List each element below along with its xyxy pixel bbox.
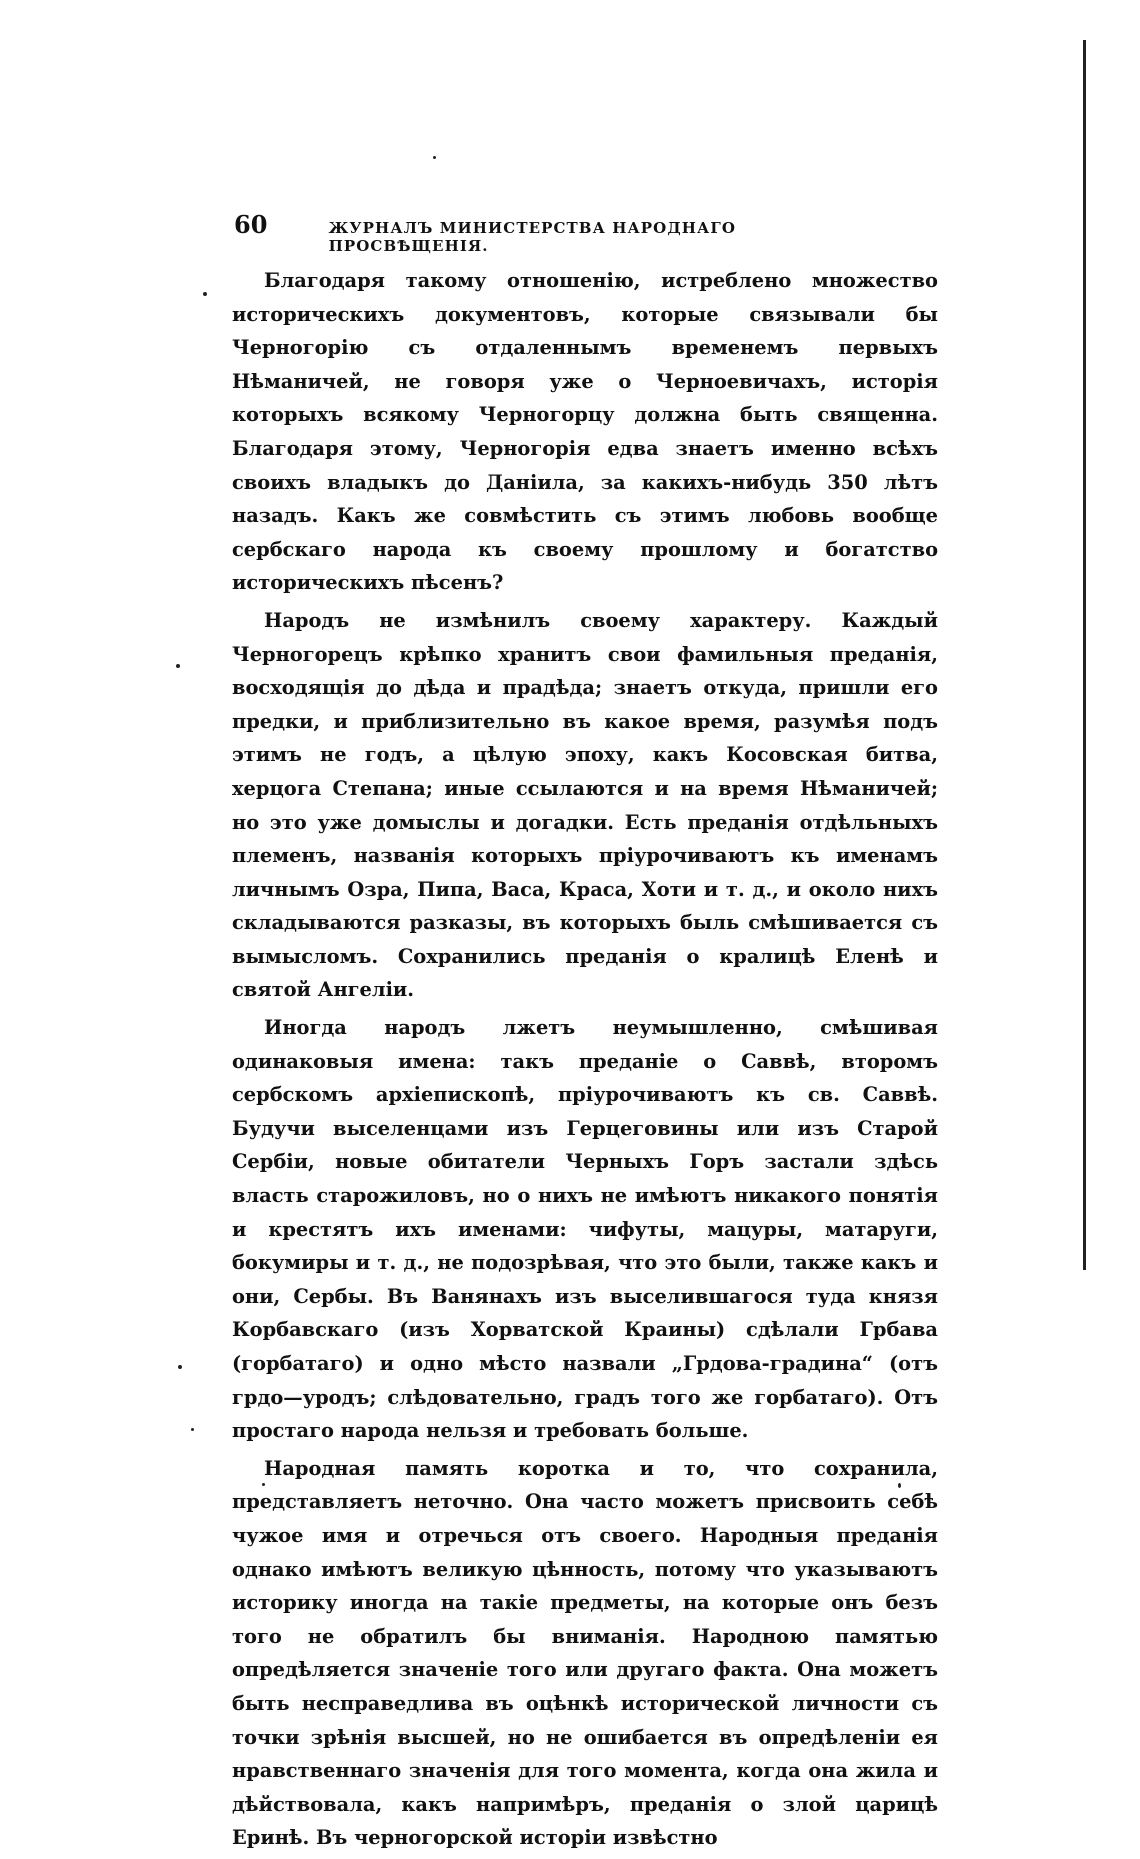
page-header — [234, 210, 894, 255]
body-text — [232, 264, 938, 1859]
paragraph: Народъ не измѣнилъ своему характеру. Каждый Черногорецъ крѣпко хранитъ свои фамильныя преданія, восходящія до дѣда и прадѣда; знаетъ откуда, пришли его предки, и приблизительно въ какое время, разумѣя подъ этимъ не годъ, а цѣлую эпоху, какъ Косовская битва, херцога Степана; иные ссылаются и на время Нѣманичей; но это уже домыслы и догадки. Есть преданія отдѣльныхъ племенъ, названія которыхъ пріурочиваютъ къ именамъ личнымъ Озра, Пипа, Васа, Краса, Хоти и т. д., и около нихъ складываются разказы, въ которыхъ быль смѣшивается съ вымысломъ. Сохранились преданія о кралицѣ Еленѣ и святой Ангеліи. — [232, 608, 938, 1002]
print-speck — [203, 292, 207, 296]
page-edge-line — [1083, 40, 1086, 1270]
paragraph: Иногда народъ лжетъ неумышленно, смѣшивая одинаковыя имена: такъ преданіе о Саввѣ, второмъ сербскомъ архіепископѣ, пріурочиваютъ къ св. Саввѣ. Будучи выселенцами изъ Герцеговины или изъ Старой Сербіи, новые обитатели Черныхъ Горъ застали здѣсь власть старожиловъ, но о нихъ не имѣютъ никакого понятія и крестятъ ихъ именами: чифуты, мацуры, матаруги, бокумиры и т. д., не подозрѣвая, что это были, также какъ и они, Сербы. Въ Ванянахъ изъ выселившагося туда князя Корбавскаго (изъ Хорватской Краины) сдѣлали Грбава (горбатаго) и одно мѣсто назвали „Грдова-градина“ (отъ грдо—уродъ; слѣдовательно, градъ того же горбатаго). Отъ простаго народа нельзя и требовать больше. — [232, 1016, 938, 1443]
print-speck — [433, 156, 436, 159]
page-number: 60 — [234, 210, 268, 239]
paragraph: Благодаря такому отношенію, истреблено множество историческихъ документовъ, которые связывали бы Черногорію съ отдаленнымъ временемъ первыхъ Нѣманичей, не говоря уже о Черноевичахъ, исторія которыхъ всякому Черногорцу должна быть священна. Благодаря этому, Черногорія едва знаетъ именно всѣхъ своихъ владыкъ до Даніила, за какихъ-нибудь 350 лѣтъ назадъ. Какъ же совмѣстить съ этимъ любовь вообще сербскаго народа къ своему прошлому и богатство историческихъ пѣсенъ? — [232, 269, 938, 595]
print-speck — [191, 1428, 194, 1431]
print-speck — [176, 664, 180, 668]
print-speck — [178, 1365, 182, 1369]
paragraph: Народная память коротка и то, что сохранила, представляетъ неточно. Она часто можетъ присвоить себѣ чужое имя и отречься отъ своего. Народныя преданія однако имѣютъ великую цѣнность, потому что указываютъ историку иногда на такіе предметы, на которые онъ безъ того не обратилъ бы вниманія. Народною памятью опредѣляется значеніе того или другаго факта. Она можетъ быть несправедлива въ оцѣнкѣ исторической личности съ точки зрѣнія высшей, но не ошибается въ опредѣленіи ея нравственнаго значенія для того момента, когда она жила и дѣйствовала, какъ напримѣръ, преданія о злой царицѣ Еринѣ. Въ черногорской исторіи извѣстно — [232, 1456, 938, 1850]
running-head: ЖУРНАЛЪ МИНИСТЕРСТВА НАРОДНАГО ПРОСВѢЩЕНІЯ. — [328, 219, 737, 255]
